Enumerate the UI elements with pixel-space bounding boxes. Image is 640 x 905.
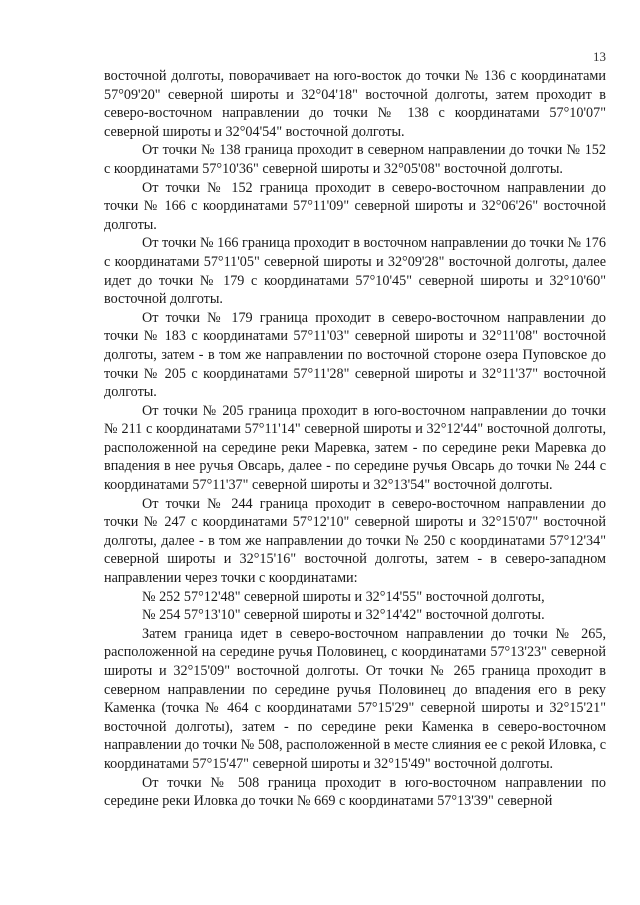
- paragraph-point-244: От точки № 244 граница проходит в северо-восточном направлении до точки № 247 с координатами 57°12'10" северной широты и 32°15'07" восточной долготы, далее - в том же направлении до точки № 250 с координатами 57°12'34" северной широты и 32°15'16" восточной долготы, затем - в северо-западном направлении через точки с координатами:: [104, 495, 606, 587]
- coordinate-line-252: № 252 57°12'48" северной широты и 32°14'55" восточной долготы,: [142, 588, 545, 605]
- paragraph-point-265: Затем граница идет в северо-восточном направлении до точки № 265, расположенной на середине ручья Половинец, с координатами 57°13'23" северной широты и 32°15'09" восточной долготы. От точки № 265 граница проходит в северном направлении по середине ручья Половинец до впадения его в реку Каменка (точка № 464 с координатами 57°15'29" северной широты и 32°15'21" восточной долготы), затем - по середине реки Каменка в северо-восточном направлении до точки № 508, расположенной в месте слияния ее с рекой Иловка, с координатами 57°15'47" северной широты и 32°15'49" восточной долготы.: [104, 625, 606, 772]
- page-number: 13: [593, 49, 606, 64]
- paragraph-point-508: От точки № 508 граница проходит в юго-восточном направлении по середине реки Иловка до точки № 669 с координатами 57°13'39" северной: [104, 774, 606, 810]
- paragraph-continuation: восточной долготы, поворачивает на юго-восток до точки № 136 с координатами 57°09'20" северной широты и 32°04'18" восточной долготы, затем проходит в северо-восточном направлении до точки № 138 с координатами 57°10'07" северной широты и 32°04'54" восточной долготы.: [104, 68, 606, 140]
- paragraph-point-138: От точки № 138 граница проходит в северном направлении до точки № 152 с координатами 57°10'36" северной широты и 32°05'08" восточной долготы.: [104, 142, 606, 177]
- document-body: [104, 67, 606, 811]
- paragraph-point-152: От точки № 152 граница проходит в северо-восточном направлении до точки № 166 с координатами 57°11'09" северной широты и 32°06'26" восточной долготы.: [104, 179, 606, 233]
- paragraph-point-205: От точки № 205 граница проходит в юго-восточном направлении до точки № 211 с координатами 57°11'14" северной широты и 32°12'44" восточной долготы, расположенной на середине реки Маревка, затем - по середине реки Маревка до впадения в нее ручья Овсарь, далее - по середине ручья Овсарь до точки № 244 с координатами 57°11'37" северной широты и 32°13'54" восточной долготы.: [104, 402, 606, 494]
- paragraph-point-179: От точки № 179 граница проходит в северо-восточном направлении до точки № 183 с координатами 57°11'03" северной широты и 32°11'08" восточной долготы, затем - в том же направлении по восточной стороне озера Пуповское до точки № 205 с координатами 57°11'28" северной широты и 32°11'37" восточной долготы.: [104, 309, 606, 401]
- paragraph-point-166: От точки № 166 граница проходит в восточном направлении до точки № 176 с координатами 57°11'05" северной широты и 32°09'28" восточной долготы, далее идет до точки № 179 с координатами 57°10'45" северной широты и 32°10'60" восточной долготы.: [104, 235, 606, 308]
- coordinate-line-254: № 254 57°13'10" северной широты и 32°14'42" восточной долготы.: [142, 607, 545, 624]
